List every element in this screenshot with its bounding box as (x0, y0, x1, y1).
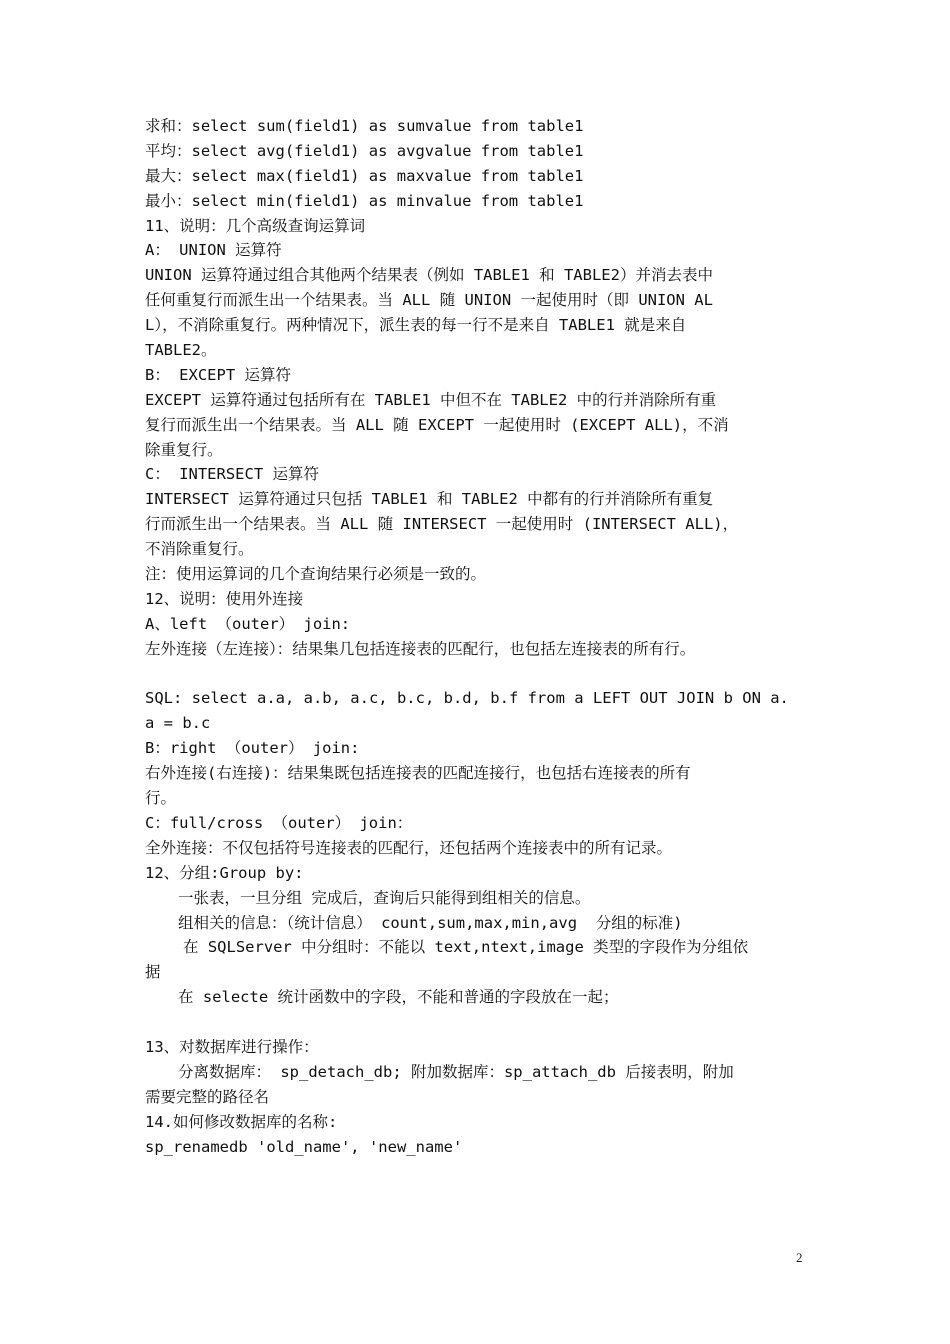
sql-example-line: a = b.c (145, 714, 211, 733)
document-body (145, 114, 810, 1159)
subheading-union: A： UNION 运算符 (145, 241, 282, 260)
section-heading-11: 11、说明：几个高级查询运算词 (145, 216, 366, 235)
sql-example-line: SQL: select a.a, a.b, a.c, b.c, b.d, b.f from a LEFT OUT JOIN b ON a. (145, 689, 789, 708)
blank-line (145, 662, 810, 687)
indented-line: 在 SQLServer 中分组时：不能以 text,ntext,image 类型的字段作为分组依 (183, 938, 749, 957)
section-heading-12-group-by: 12、分组:Group by: (145, 863, 304, 882)
paragraph-line: 行。 (145, 789, 177, 808)
paragraph-line: 复行而派生出一个结果表。当 ALL 随 EXCEPT 一起使用时 (EXCEPT ALL)，不消 (145, 415, 729, 434)
section-heading-14: 14.如何修改数据库的名称: (145, 1112, 338, 1131)
paragraph-line: 行而派生出一个结果表。当 ALL 随 INTERSECT 一起使用时 (INTERSECT ALL)， (145, 515, 739, 534)
paragraph-line: 右外连接(右连接)：结果集既包括连接表的匹配连接行，也包括右连接表的所有 (145, 764, 691, 783)
subheading-right-join: B：right （outer） join: (145, 739, 360, 758)
paragraph-line: 全外连接：不仅包括符号连接表的匹配行，还包括两个连接表中的所有记录。 (145, 838, 673, 857)
section-heading-13: 13、对数据库进行操作： (145, 1037, 319, 1056)
paragraph-line: 不消除重复行。 (145, 540, 254, 559)
paragraph-line: INTERSECT 运算符通过只包括 TABLE1 和 TABLE2 中都有的行并消除所有重复 (145, 490, 714, 509)
indented-line: 在 selecte 统计函数中的字段，不能和普通的字段放在一起； (178, 988, 619, 1007)
blank-line (145, 1010, 810, 1035)
text-line-avg: 平均：select avg(field1) as avgvalue from table1 (145, 141, 584, 160)
text-line-max: 最大：select max(field1) as maxvalue from table1 (145, 166, 584, 185)
paragraph-line: 左外连接（左连接）：结果集几包括连接表的匹配行，也包括左连接表的所有行。 (145, 639, 696, 658)
subheading-except: B： EXCEPT 运算符 (145, 365, 291, 384)
paragraph-line: 除重复行。 (145, 440, 223, 459)
text-line-min: 最小：select min(field1) as minvalue from table1 (145, 191, 584, 210)
subheading-intersect: C： INTERSECT 运算符 (145, 465, 319, 484)
paragraph-line: L），不消除重复行。两种情况下，派生表的每一行不是来自 TABLE1 就是来自 (145, 316, 687, 335)
paragraph-line: EXCEPT 运算符通过包括所有在 TABLE1 中但不在 TABLE2 中的行并消除所有重 (145, 390, 717, 409)
page-number: 2 (796, 1250, 803, 1265)
indented-line: 分离数据库： sp_detach_db; 附加数据库：sp_attach_db 后接表明，附加 (178, 1062, 734, 1081)
paragraph-line: UNION 运算符通过组合其他两个结果表（例如 TABLE1 和 TABLE2）并消去表中 (145, 266, 713, 285)
subheading-full-join: C：full/cross （outer） join： (145, 813, 413, 832)
subheading-left-join: A、left （outer） join: (145, 614, 351, 633)
indented-line: 一张表，一旦分组 完成后，查询后只能得到组相关的信息。 (178, 888, 591, 907)
indented-line: 组相关的信息：（统计信息） count,sum,max,min,avg 分组的标准) (178, 913, 683, 932)
code-line: sp_renamedb 'old_name', 'new_name' (145, 1137, 463, 1156)
paragraph-line: 任何重复行而派生出一个结果表。当 ALL 随 UNION 一起使用时（即 UNION AL (145, 291, 713, 310)
paragraph-line: 据 (145, 963, 161, 982)
paragraph-line: 需要完整的路径名 (145, 1087, 270, 1106)
paragraph-line: TABLE2。 (145, 341, 217, 360)
section-heading-12-outer-join: 12、说明：使用外连接 (145, 589, 304, 608)
text-line-sum: 求和：select sum(field1) as sumvalue from table1 (145, 117, 584, 135)
note-line: 注：使用运算词的几个查询结果行必须是一致的。 (145, 565, 487, 584)
